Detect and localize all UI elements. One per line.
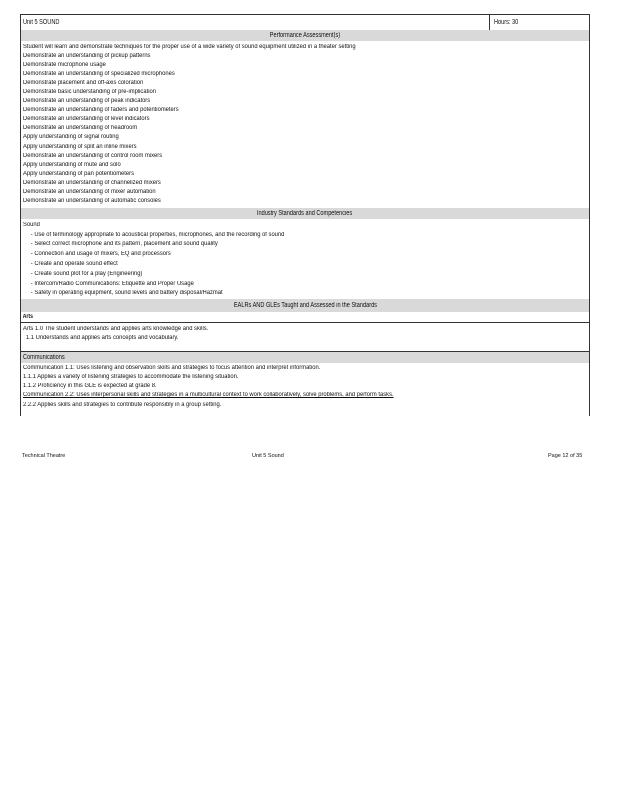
performance-item: Demonstrate an understanding of automatic consoles [23,197,161,204]
performance-item: Demonstrate an understanding of control room mixers [23,152,163,159]
arts-item: 1.1 Understands and applies arts concepts and vocabulary. [25,335,179,342]
hours-cell [489,15,594,30]
performance-item: Apply understanding of split an inline mixers [23,143,137,150]
communications-label: Communications [23,354,65,362]
arts-item: Arts 1.0 The student understands and applies arts knowledge and skills. [23,326,209,333]
industry-heading: Sound [23,221,40,228]
communications-item: 1.1.1 Applies a variety of listening strategies to accommodate the listening situation. [23,374,239,381]
performance-item: Demonstrate an understanding of peak indicators [23,98,151,105]
industry-item: - Connection and usage of mixers, EQ and processors [30,251,171,258]
unit-header-row [21,15,589,30]
footer-left: Technical Theatre [22,453,66,459]
communications-item: 1.1.2 Proficiency in this GLE is expected at grade 8. [23,383,157,390]
performance-item: Apply understanding of signal routing [23,134,119,141]
performance-item: Demonstrate basic understanding of pre-implication [23,89,156,96]
industry-item: - Create and operate sound effect [30,261,118,268]
performance-header [21,30,589,41]
performance-item: Apply understanding of mute and solo [23,161,121,168]
unit-page [20,14,590,416]
performance-item: Demonstrate an understanding of pickup patterns [23,53,151,60]
communications-item: Communication 2.2: Uses interpersonal skills and strategies in a multicultural context to work collaboratively, solve problems, and perform tasks. [23,392,394,399]
communications-list [21,363,589,409]
arts-list [21,323,589,343]
unit-title: Unit 5 SOUND [23,19,60,26]
hours-label: Hours: 30 [494,19,519,26]
industry-item: - Use of terminology appropriate to acoustical properties, microphones, and the recording of sound [30,231,285,238]
industry-item: - Select correct microphone and its pattern, placement and sound quality [30,241,218,248]
performance-item: Demonstrate an understanding of level indicators [23,116,150,123]
footer-page-number: Page 12 of 35 [548,453,583,459]
industry-item: - Create sound plot for a play (Engineering) [30,270,143,277]
performance-item: Student will learn and demonstrate techniques for the proper use of a wide variety of sound equipment utilized in a theater setting [23,44,356,50]
ealrs-title: EALRs AND GLEs Taught and Assessed in the Standards [233,302,377,310]
ealrs-header [21,299,589,312]
footer-center: Unit 5 Sound [252,453,284,459]
performance-item: Demonstrate microphone usage [23,62,106,69]
performance-item: Demonstrate an understanding of channelized mixers [23,179,161,186]
performance-item: Demonstrate an understanding of mixer automation [23,188,156,195]
performance-item: Apply understanding of pan potentiometers [23,170,134,177]
performance-item: Demonstrate placement and off-axis coloration [23,80,144,87]
performance-list [21,41,589,206]
industry-item: - Intercom/Radio Communications: Etiquette and Proper Usage [30,280,194,287]
performance-item: Demonstrate an understanding of specialized microphones [23,71,175,78]
arts-label: Arts [22,314,33,321]
industry-title: Industry Standards and Competencies [257,209,353,217]
industry-list [21,219,589,299]
unit-table [20,15,590,416]
industry-header [21,208,589,219]
performance-item: Demonstrate an understanding of headroom [23,125,138,132]
communications-header [21,352,589,363]
communications-item: Communication 1.1: Uses listening and observation skills and strategies to focus attention and interpret information. [23,365,321,372]
performance-item: Demonstrate an understanding of faders and potentiometers [23,107,179,114]
industry-item: - Safety in operating equipment, sound levels and battery disposal/Hazmat [30,290,223,297]
communications-item: 2.2.2 Applies skills and strategies to contribute responsibly in a group setting. [23,401,222,408]
performance-title: Performance Assessment(s) [269,32,341,39]
